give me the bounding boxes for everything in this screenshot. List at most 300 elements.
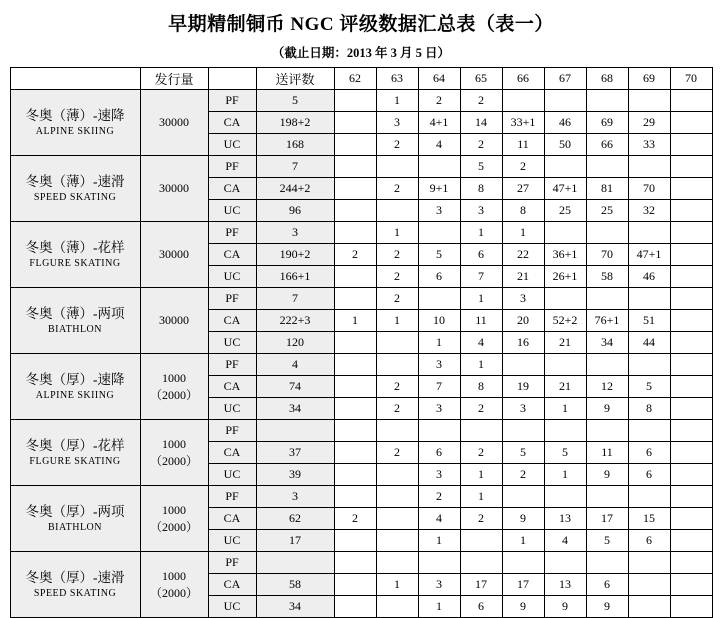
grade-cell-69 xyxy=(628,552,670,574)
grade-cell-65: 2 xyxy=(460,508,502,530)
grade-cell-66: 22 xyxy=(502,244,544,266)
grade-cell-62 xyxy=(334,266,376,288)
row-issue-quantity: 30000 xyxy=(140,288,208,354)
grade-cell-67: 9 xyxy=(544,596,586,618)
grade-type-label: PF xyxy=(208,90,256,112)
grade-cell-67: 5 xyxy=(544,442,586,464)
grading-data-table xyxy=(10,67,713,618)
grade-cell-66: 17 xyxy=(502,574,544,596)
row-category xyxy=(10,420,140,486)
grade-cell-63: 2 xyxy=(376,266,418,288)
grade-cell-64: 1 xyxy=(418,530,460,552)
row-category xyxy=(10,288,140,354)
grade-cell-66: 3 xyxy=(502,288,544,310)
grade-cell-66 xyxy=(502,420,544,442)
grade-cell-69: 6 xyxy=(628,442,670,464)
grade-cell-70 xyxy=(670,134,712,156)
header-grade-65: 65 xyxy=(460,68,502,90)
submitted-count: 34 xyxy=(256,398,334,420)
grade-cell-69 xyxy=(628,90,670,112)
grade-cell-62 xyxy=(334,332,376,354)
category-name-en: BIATHLON xyxy=(48,521,102,533)
grade-cell-63: 2 xyxy=(376,178,418,200)
header-grade-64: 64 xyxy=(418,68,460,90)
grade-cell-66: 8 xyxy=(502,200,544,222)
grade-cell-63: 2 xyxy=(376,376,418,398)
grade-cell-62 xyxy=(334,354,376,376)
grade-cell-70 xyxy=(670,310,712,332)
grade-cell-67: 46 xyxy=(544,112,586,134)
grade-cell-62 xyxy=(334,596,376,618)
grade-cell-67 xyxy=(544,486,586,508)
grade-cell-66: 20 xyxy=(502,310,544,332)
row-category xyxy=(10,354,140,420)
grade-cell-65: 5 xyxy=(460,156,502,178)
grade-cell-64: 4 xyxy=(418,134,460,156)
grade-type-label: CA xyxy=(208,178,256,200)
submitted-count: 96 xyxy=(256,200,334,222)
grade-cell-70 xyxy=(670,552,712,574)
row-category xyxy=(10,156,140,222)
grade-cell-70 xyxy=(670,354,712,376)
grade-type-label: UC xyxy=(208,596,256,618)
submitted-count: 222+3 xyxy=(256,310,334,332)
grade-cell-66: 2 xyxy=(502,464,544,486)
submitted-count: 7 xyxy=(256,288,334,310)
grade-cell-69: 44 xyxy=(628,332,670,354)
grade-cell-69: 47+1 xyxy=(628,244,670,266)
grade-cell-70 xyxy=(670,288,712,310)
grade-cell-66: 2 xyxy=(502,156,544,178)
category-name-cn: 冬奥（厚）-两项 xyxy=(25,503,125,519)
submitted-count: 5 xyxy=(256,90,334,112)
grade-cell-68: 6 xyxy=(586,574,628,596)
grade-type-label: UC xyxy=(208,464,256,486)
grade-cell-67: 1 xyxy=(544,464,586,486)
row-issue-quantity: 1000 （2000） xyxy=(140,552,208,618)
grade-cell-69: 8 xyxy=(628,398,670,420)
grade-cell-62 xyxy=(334,200,376,222)
grade-cell-64: 2 xyxy=(418,486,460,508)
table-row xyxy=(10,288,712,310)
grade-cell-65: 11 xyxy=(460,310,502,332)
category-name-cn: 冬奥（薄）-速降 xyxy=(25,107,125,123)
grade-cell-67: 13 xyxy=(544,508,586,530)
grade-cell-68 xyxy=(586,156,628,178)
grade-cell-63 xyxy=(376,596,418,618)
grade-cell-65: 14 xyxy=(460,112,502,134)
grade-cell-64 xyxy=(418,222,460,244)
grade-type-label: UC xyxy=(208,266,256,288)
grade-cell-65: 3 xyxy=(460,200,502,222)
submitted-count xyxy=(256,420,334,442)
header-grade-69: 69 xyxy=(628,68,670,90)
submitted-count: 34 xyxy=(256,596,334,618)
grade-cell-65: 8 xyxy=(460,376,502,398)
submitted-count: 3 xyxy=(256,222,334,244)
grade-type-label: CA xyxy=(208,574,256,596)
grade-cell-63 xyxy=(376,156,418,178)
grade-cell-64 xyxy=(418,156,460,178)
grade-cell-66: 21 xyxy=(502,266,544,288)
grade-cell-67 xyxy=(544,420,586,442)
grade-cell-67: 36+1 xyxy=(544,244,586,266)
grade-cell-67 xyxy=(544,222,586,244)
grade-cell-62 xyxy=(334,376,376,398)
grade-cell-62: 2 xyxy=(334,508,376,530)
row-issue-quantity: 1000 （2000） xyxy=(140,486,208,552)
table-row xyxy=(10,486,712,508)
grade-cell-67 xyxy=(544,552,586,574)
grade-cell-65: 7 xyxy=(460,266,502,288)
grade-cell-63 xyxy=(376,332,418,354)
grade-type-label: UC xyxy=(208,530,256,552)
grade-cell-67 xyxy=(544,354,586,376)
grade-cell-65: 2 xyxy=(460,90,502,112)
grade-cell-62 xyxy=(334,134,376,156)
grade-cell-62 xyxy=(334,442,376,464)
grade-cell-69 xyxy=(628,574,670,596)
category-name-cn: 冬奥（厚）-花样 xyxy=(25,437,125,453)
submitted-count: 37 xyxy=(256,442,334,464)
grade-cell-69 xyxy=(628,486,670,508)
grade-cell-64 xyxy=(418,288,460,310)
grade-cell-63 xyxy=(376,508,418,530)
grade-cell-62 xyxy=(334,552,376,574)
grade-cell-64: 3 xyxy=(418,574,460,596)
table-header-row xyxy=(10,68,712,90)
grade-cell-64 xyxy=(418,552,460,574)
submitted-count: 244+2 xyxy=(256,178,334,200)
row-category xyxy=(10,90,140,156)
grade-cell-65: 2 xyxy=(460,398,502,420)
grade-cell-63 xyxy=(376,420,418,442)
grade-cell-62 xyxy=(334,464,376,486)
grade-cell-62 xyxy=(334,486,376,508)
grade-cell-64: 1 xyxy=(418,596,460,618)
grade-cell-68 xyxy=(586,90,628,112)
submitted-count: 120 xyxy=(256,332,334,354)
row-category xyxy=(10,486,140,552)
table-row xyxy=(10,420,712,442)
grade-cell-62: 1 xyxy=(334,310,376,332)
page-title: 早期精制铜币 NGC 评级数据汇总表（表一） xyxy=(168,14,554,35)
grade-cell-62 xyxy=(334,112,376,134)
grade-cell-70 xyxy=(670,156,712,178)
grade-cell-66 xyxy=(502,486,544,508)
grade-cell-67: 21 xyxy=(544,376,586,398)
grade-cell-65: 1 xyxy=(460,354,502,376)
table-row xyxy=(10,222,712,244)
grade-type-label: CA xyxy=(208,244,256,266)
submitted-count: 3 xyxy=(256,486,334,508)
grade-cell-62 xyxy=(334,530,376,552)
grade-cell-69 xyxy=(628,288,670,310)
grade-cell-65 xyxy=(460,552,502,574)
grade-cell-68: 9 xyxy=(586,464,628,486)
category-name-en: FLGURE SKATING xyxy=(29,257,121,269)
grade-cell-69: 32 xyxy=(628,200,670,222)
grade-cell-66: 9 xyxy=(502,508,544,530)
grade-cell-64: 6 xyxy=(418,442,460,464)
submitted-count: 74 xyxy=(256,376,334,398)
grade-cell-63: 3 xyxy=(376,112,418,134)
table-row xyxy=(10,156,712,178)
grade-cell-70 xyxy=(670,112,712,134)
category-name-en: SPEED SKATING xyxy=(33,587,117,599)
grade-cell-68: 58 xyxy=(586,266,628,288)
grade-cell-63: 2 xyxy=(376,244,418,266)
submitted-count: 39 xyxy=(256,464,334,486)
grade-type-label: PF xyxy=(208,222,256,244)
grade-cell-68 xyxy=(586,222,628,244)
page-subtitle: （截止日期：2013 年 3 月 5 日） xyxy=(271,46,451,60)
grade-cell-65 xyxy=(460,530,502,552)
submitted-count: 4 xyxy=(256,354,334,376)
grade-cell-65: 8 xyxy=(460,178,502,200)
grade-type-label: CA xyxy=(208,508,256,530)
grade-cell-64: 3 xyxy=(418,354,460,376)
grade-cell-70 xyxy=(670,530,712,552)
grade-cell-64: 3 xyxy=(418,464,460,486)
header-grade-62: 62 xyxy=(334,68,376,90)
category-name-cn: 冬奥（薄）-花样 xyxy=(25,239,125,255)
grade-cell-64: 6 xyxy=(418,266,460,288)
grade-cell-66: 16 xyxy=(502,332,544,354)
grade-cell-70 xyxy=(670,376,712,398)
grade-cell-69 xyxy=(628,156,670,178)
grade-cell-69: 70 xyxy=(628,178,670,200)
header-grade-66: 66 xyxy=(502,68,544,90)
grade-type-label: CA xyxy=(208,376,256,398)
grade-cell-64: 2 xyxy=(418,90,460,112)
grade-cell-63: 2 xyxy=(376,134,418,156)
grade-cell-65: 2 xyxy=(460,134,502,156)
header-grade-70: 70 xyxy=(670,68,712,90)
header-grade-67: 67 xyxy=(544,68,586,90)
submitted-count: 7 xyxy=(256,156,334,178)
grade-type-label: PF xyxy=(208,420,256,442)
grade-cell-65: 6 xyxy=(460,244,502,266)
grade-cell-63: 2 xyxy=(376,442,418,464)
grade-cell-62 xyxy=(334,222,376,244)
grade-cell-65: 1 xyxy=(460,464,502,486)
grade-cell-62 xyxy=(334,574,376,596)
grade-cell-67 xyxy=(544,288,586,310)
grade-cell-64: 7 xyxy=(418,376,460,398)
grade-cell-62: 2 xyxy=(334,244,376,266)
grade-type-label: PF xyxy=(208,486,256,508)
grade-cell-70 xyxy=(670,178,712,200)
submitted-count: 190+2 xyxy=(256,244,334,266)
table-row xyxy=(10,552,712,574)
grade-cell-66: 19 xyxy=(502,376,544,398)
row-issue-quantity: 30000 xyxy=(140,90,208,156)
grade-cell-66: 27 xyxy=(502,178,544,200)
grade-cell-69: 6 xyxy=(628,530,670,552)
grade-cell-65: 1 xyxy=(460,222,502,244)
grade-cell-68 xyxy=(586,552,628,574)
category-name-en: ALPINE SKIING xyxy=(35,125,115,137)
grade-cell-64 xyxy=(418,420,460,442)
submitted-count: 62 xyxy=(256,508,334,530)
grade-type-label: PF xyxy=(208,552,256,574)
category-name-cn: 冬奥（薄）-两项 xyxy=(25,305,125,321)
grade-cell-68: 11 xyxy=(586,442,628,464)
grade-cell-70 xyxy=(670,508,712,530)
grade-cell-64: 4 xyxy=(418,508,460,530)
grade-cell-63: 2 xyxy=(376,288,418,310)
grade-cell-67 xyxy=(544,90,586,112)
row-issue-quantity: 1000 （2000） xyxy=(140,420,208,486)
grade-cell-63 xyxy=(376,552,418,574)
grade-cell-68: 9 xyxy=(586,596,628,618)
grade-cell-63: 1 xyxy=(376,310,418,332)
grade-cell-68 xyxy=(586,354,628,376)
grade-type-label: CA xyxy=(208,442,256,464)
grade-cell-68 xyxy=(586,420,628,442)
grade-cell-70 xyxy=(670,332,712,354)
grade-cell-62 xyxy=(334,178,376,200)
grade-cell-62 xyxy=(334,398,376,420)
grade-cell-69: 51 xyxy=(628,310,670,332)
grade-cell-69: 15 xyxy=(628,508,670,530)
grade-cell-63: 1 xyxy=(376,222,418,244)
grade-cell-66: 9 xyxy=(502,596,544,618)
submitted-count: 166+1 xyxy=(256,266,334,288)
category-name-cn: 冬奥（薄）-速滑 xyxy=(25,173,125,189)
grade-cell-62 xyxy=(334,420,376,442)
grade-cell-69: 6 xyxy=(628,464,670,486)
grade-cell-69 xyxy=(628,354,670,376)
grade-cell-70 xyxy=(670,90,712,112)
grade-cell-68: 25 xyxy=(586,200,628,222)
grade-cell-68: 76+1 xyxy=(586,310,628,332)
grade-cell-65: 1 xyxy=(460,486,502,508)
grade-cell-64: 9+1 xyxy=(418,178,460,200)
grade-cell-68: 9 xyxy=(586,398,628,420)
header-category xyxy=(10,68,140,90)
category-name-en: BIATHLON xyxy=(48,323,102,335)
grade-cell-64: 3 xyxy=(418,200,460,222)
grade-cell-68: 81 xyxy=(586,178,628,200)
grade-cell-66 xyxy=(502,552,544,574)
grade-cell-65 xyxy=(460,420,502,442)
grade-cell-67: 52+2 xyxy=(544,310,586,332)
grade-cell-63: 1 xyxy=(376,90,418,112)
grade-cell-68: 12 xyxy=(586,376,628,398)
submitted-count: 198+2 xyxy=(256,112,334,134)
grade-cell-68: 34 xyxy=(586,332,628,354)
grade-cell-69: 33 xyxy=(628,134,670,156)
grade-type-label: PF xyxy=(208,354,256,376)
grade-cell-68: 66 xyxy=(586,134,628,156)
grade-cell-65: 4 xyxy=(460,332,502,354)
grade-cell-70 xyxy=(670,420,712,442)
grade-cell-69 xyxy=(628,596,670,618)
grade-type-label: UC xyxy=(208,398,256,420)
grade-cell-63 xyxy=(376,530,418,552)
grade-cell-69: 46 xyxy=(628,266,670,288)
grade-cell-62 xyxy=(334,156,376,178)
category-name-cn: 冬奥（厚）-速滑 xyxy=(25,569,125,585)
category-name-en: FLGURE SKATING xyxy=(29,455,121,467)
submitted-count: 17 xyxy=(256,530,334,552)
grade-cell-70 xyxy=(670,442,712,464)
grade-cell-67: 4 xyxy=(544,530,586,552)
grade-cell-70 xyxy=(670,398,712,420)
submitted-count: 168 xyxy=(256,134,334,156)
grade-cell-68 xyxy=(586,486,628,508)
grade-cell-67: 26+1 xyxy=(544,266,586,288)
grade-cell-65: 6 xyxy=(460,596,502,618)
grade-cell-66: 3 xyxy=(502,398,544,420)
grade-type-label: PF xyxy=(208,288,256,310)
grade-cell-63 xyxy=(376,200,418,222)
grade-cell-70 xyxy=(670,222,712,244)
grade-cell-68: 17 xyxy=(586,508,628,530)
grade-cell-65: 1 xyxy=(460,288,502,310)
grade-cell-63: 2 xyxy=(376,398,418,420)
grade-cell-67: 50 xyxy=(544,134,586,156)
grade-cell-63: 1 xyxy=(376,574,418,596)
category-name-en: ALPINE SKIING xyxy=(35,389,115,401)
grade-cell-66: 11 xyxy=(502,134,544,156)
header-submitted-count: 送评数 xyxy=(256,68,334,90)
grade-cell-70 xyxy=(670,464,712,486)
grade-cell-67: 25 xyxy=(544,200,586,222)
grade-cell-66: 33+1 xyxy=(502,112,544,134)
table-row xyxy=(10,90,712,112)
grade-cell-66: 1 xyxy=(502,222,544,244)
grade-cell-70 xyxy=(670,266,712,288)
grade-cell-69 xyxy=(628,420,670,442)
row-issue-quantity: 30000 xyxy=(140,222,208,288)
grade-type-label: PF xyxy=(208,156,256,178)
category-name-cn: 冬奥（厚）-速降 xyxy=(25,371,125,387)
grade-cell-66: 5 xyxy=(502,442,544,464)
row-issue-quantity: 1000 （2000） xyxy=(140,354,208,420)
grade-cell-70 xyxy=(670,574,712,596)
grade-cell-66 xyxy=(502,354,544,376)
grade-cell-70 xyxy=(670,486,712,508)
grade-cell-62 xyxy=(334,288,376,310)
grade-cell-68: 5 xyxy=(586,530,628,552)
grade-cell-67: 21 xyxy=(544,332,586,354)
table-row xyxy=(10,354,712,376)
grade-cell-69: 5 xyxy=(628,376,670,398)
grade-cell-67: 1 xyxy=(544,398,586,420)
header-issue-quantity: 发行量 xyxy=(140,68,208,90)
grade-cell-69 xyxy=(628,222,670,244)
grade-cell-70 xyxy=(670,200,712,222)
grade-cell-64: 4+1 xyxy=(418,112,460,134)
grade-cell-68: 69 xyxy=(586,112,628,134)
row-issue-quantity: 30000 xyxy=(140,156,208,222)
grade-cell-62 xyxy=(334,90,376,112)
grade-cell-68: 70 xyxy=(586,244,628,266)
grade-cell-64: 3 xyxy=(418,398,460,420)
submitted-count xyxy=(256,552,334,574)
grade-type-label: UC xyxy=(208,134,256,156)
row-category xyxy=(10,222,140,288)
grade-cell-64: 1 xyxy=(418,332,460,354)
grade-cell-63 xyxy=(376,354,418,376)
grade-type-label: UC xyxy=(208,200,256,222)
grade-cell-67: 13 xyxy=(544,574,586,596)
submitted-count: 58 xyxy=(256,574,334,596)
grade-cell-66 xyxy=(502,90,544,112)
